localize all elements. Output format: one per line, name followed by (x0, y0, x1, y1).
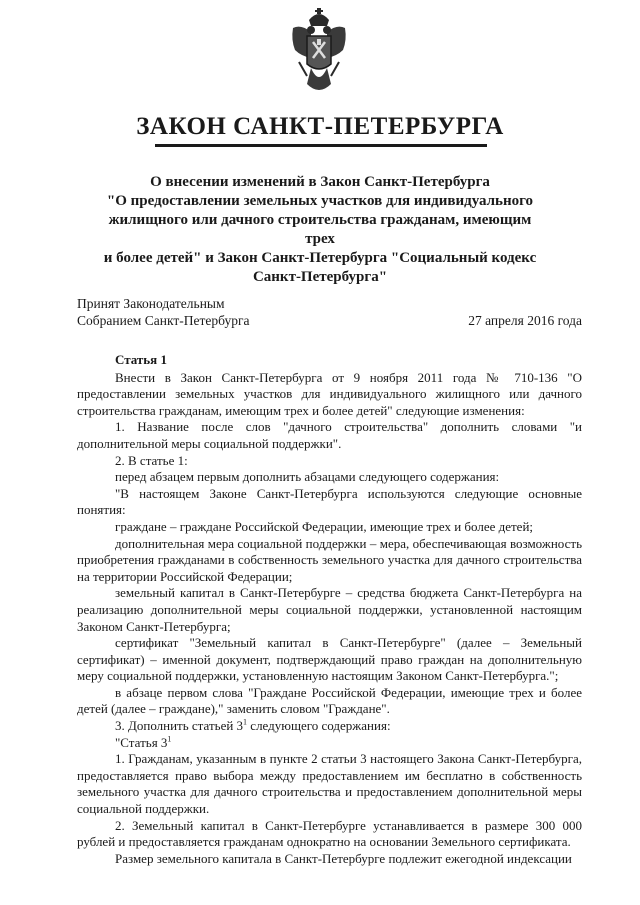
paragraph (77, 718, 582, 735)
law-subject (95, 173, 545, 287)
paragraph (77, 735, 582, 752)
subject-line: "О предоставлении земельных участков для индивидуального (106, 193, 534, 209)
superscript: 1 (167, 734, 172, 744)
paragraph: земельный капитал в Санкт-Петербурге – средства бюджета Санкт-Петербурга на реализацию дополнительной меры социальной поддержки, установленной настоящим Законом Санкт-Петербурга; (77, 585, 582, 634)
item3-text: следующего содержания: (247, 718, 391, 734)
paragraph: Размер земельного капитала в Санкт-Петербурге подлежит ежегодной индексации (115, 850, 572, 866)
subject-line: Санкт-Петербурга" (252, 269, 388, 285)
paragraph: граждане – граждане Российской Федерации, имеющие трех и более детей; (115, 518, 534, 534)
article-heading: Статья 1 (115, 352, 167, 367)
law-title: ЗАКОН САНКТ-ПЕТЕРБУРГА (136, 113, 504, 140)
paragraph: Внести в Закон Санкт-Петербурга от 9 ноября 2011 года № 710-136 "О предоставлении земельных участков для индивидуального жилищного или дачного строительства гражданам, имеющим трех и более детей" следующие изменения: (77, 369, 582, 418)
article31-heading: "Статья 3 (115, 734, 168, 750)
adoption-line: Собранием Санкт-Петербурга (77, 313, 250, 328)
paragraph: "В настоящем Законе Санкт-Петербурга используются следующие основные понятия: (77, 485, 582, 518)
title-underline (155, 144, 487, 147)
subject-line: и более детей" и Закон Санкт-Петербурга "Социальный кодекс (103, 250, 537, 266)
paragraph: 1. Гражданам, указанным в пункте 2 статьи 3 настоящего Закона Санкт-Петербурга, предоставляется право выбора между предоставлением им бесплатно в собственность земельного участка для дачного строительства и предоставлением дополнительной меры социальной поддержки. (77, 751, 582, 817)
paragraph: в абзаце первом слова "Граждане Российской Федерации, имеющие трех и более детей (далее – граждане)," заменить словом "Граждане". (77, 684, 582, 717)
adoption-line: Принят Законодательным (77, 296, 225, 311)
subject-line: О внесении изменений в Закон Санкт-Петербурга (150, 174, 490, 190)
paragraph: 2. В статье 1: (115, 452, 188, 468)
adoption-date: 27 апреля 2016 года (468, 313, 582, 328)
law-body (77, 352, 582, 867)
adoption-info (77, 295, 250, 329)
paragraph: сертификат "Земельный капитал в Санкт-Петербурге" (далее – Земельный сертификат) – именной документ, подтверждающий право граждан на дополнительную меру социальной поддержки, установленную настоящим Законом Санкт-Петербурга."; (77, 635, 582, 684)
coat-of-arms-icon (287, 6, 351, 98)
paragraph: 1. Название после слов "дачного строительства" дополнить словами "и дополнительной меры социальной поддержки". (77, 419, 582, 451)
paragraph: дополнительная мера социальной поддержки – мера, обеспечивающая возможность приобретения гражданами в собственность земельного участка для дачного строительства на территории Российской Федерации; (77, 535, 582, 584)
item3-text: 3. Дополнить статьей 3 (115, 718, 244, 734)
paragraph: перед абзацем первым дополнить абзацами следующего содержания: (115, 469, 500, 485)
superscript: 1 (243, 717, 248, 727)
subject-line: жилищного или дачного строительства гражданам, имеющим трех (108, 212, 532, 247)
paragraph: 2. Земельный капитал в Санкт-Петербурге устанавливается в размере 300 000 рублей и предоставляется гражданам однократно на основании Земельного сертификата. (77, 817, 582, 850)
